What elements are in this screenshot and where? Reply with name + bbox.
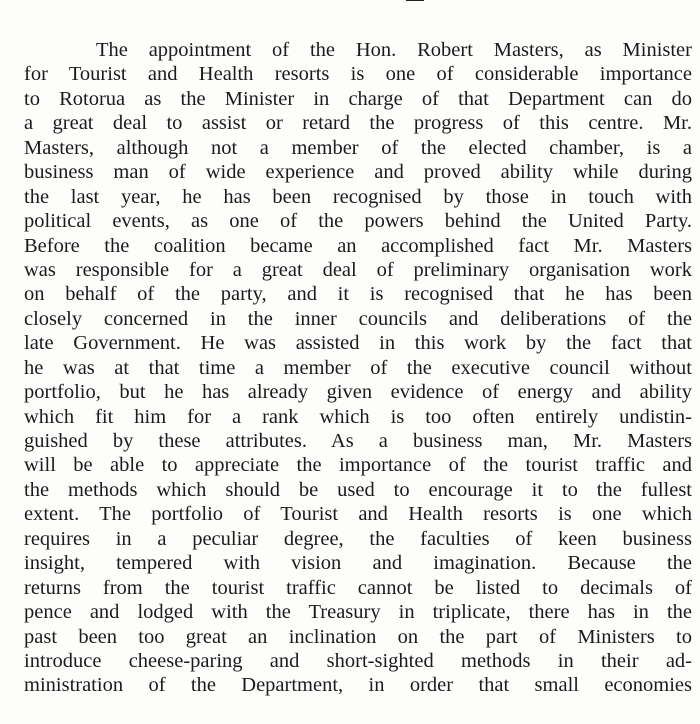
article-column (24, 38, 692, 698)
article-line: Before the coalition became an accomplished fact Mr. Masters (24, 234, 692, 257)
article-line: returns from the tourist traffic cannot be listed to decimals of (24, 576, 692, 599)
article-line: business man of wide experience and proved ability while during (24, 161, 692, 184)
article-line: pence and lodged with the Treasury in triplicate, there has in the (24, 601, 692, 624)
article-line: insight, tempered with vision and imagination. Because the (24, 552, 692, 575)
article-line: he was at that time a member of the executive council without (24, 356, 692, 379)
article-line: extent. The portfolio of Tourist and Health resorts is one which (24, 503, 692, 526)
article-line: was responsible for a great deal of preliminary organisation work (24, 258, 692, 281)
article-line: Masters, although not a member of the elected chamber, is a (24, 136, 692, 159)
article-line: will be able to appreciate the importance of the tourist traffic and (24, 454, 692, 477)
article-line: which fit him for a rank which is too often entirely undistin- (24, 405, 692, 428)
article-line: requires in a peculiar degree, the faculties of keen business (24, 527, 692, 550)
article-line: past been too great an inclination on the part of Ministers to (24, 625, 692, 648)
article-line: political events, as one of the powers behind the United Party. (24, 210, 692, 233)
article-line: the last year, he has been recognised by those in touch with (24, 185, 692, 208)
article-line: on behalf of the party, and it is recognised that he has been (24, 283, 692, 306)
article-line: introduce cheese-paring and short-sighted methods in their ad- (24, 649, 692, 672)
article-line: late Government. He was assisted in this work by the fact that (24, 332, 692, 355)
page-header-mark (406, 0, 424, 1)
article-line: guished by these attributes. As a business man, Mr. Masters (24, 430, 692, 452)
article-line: to Rotorua as the Minister in charge of that Department can do (24, 87, 692, 110)
article-line: a great deal to assist or retard the progress of this centre. Mr. (24, 112, 692, 135)
article-line: portfolio, but he has already given evidence of energy and ability (24, 381, 692, 404)
article-line: closely concerned in the inner councils and deliberations of the (24, 307, 692, 330)
article-line: The appointment of the Hon. Robert Masters, as Minister (96, 39, 692, 61)
article-line: ministration of the Department, in order that small economies (24, 674, 692, 697)
article-line: the methods which should be used to encourage it to the fullest (24, 478, 692, 501)
article-line: for Tourist and Health resorts is one of considerable importance (24, 63, 692, 86)
